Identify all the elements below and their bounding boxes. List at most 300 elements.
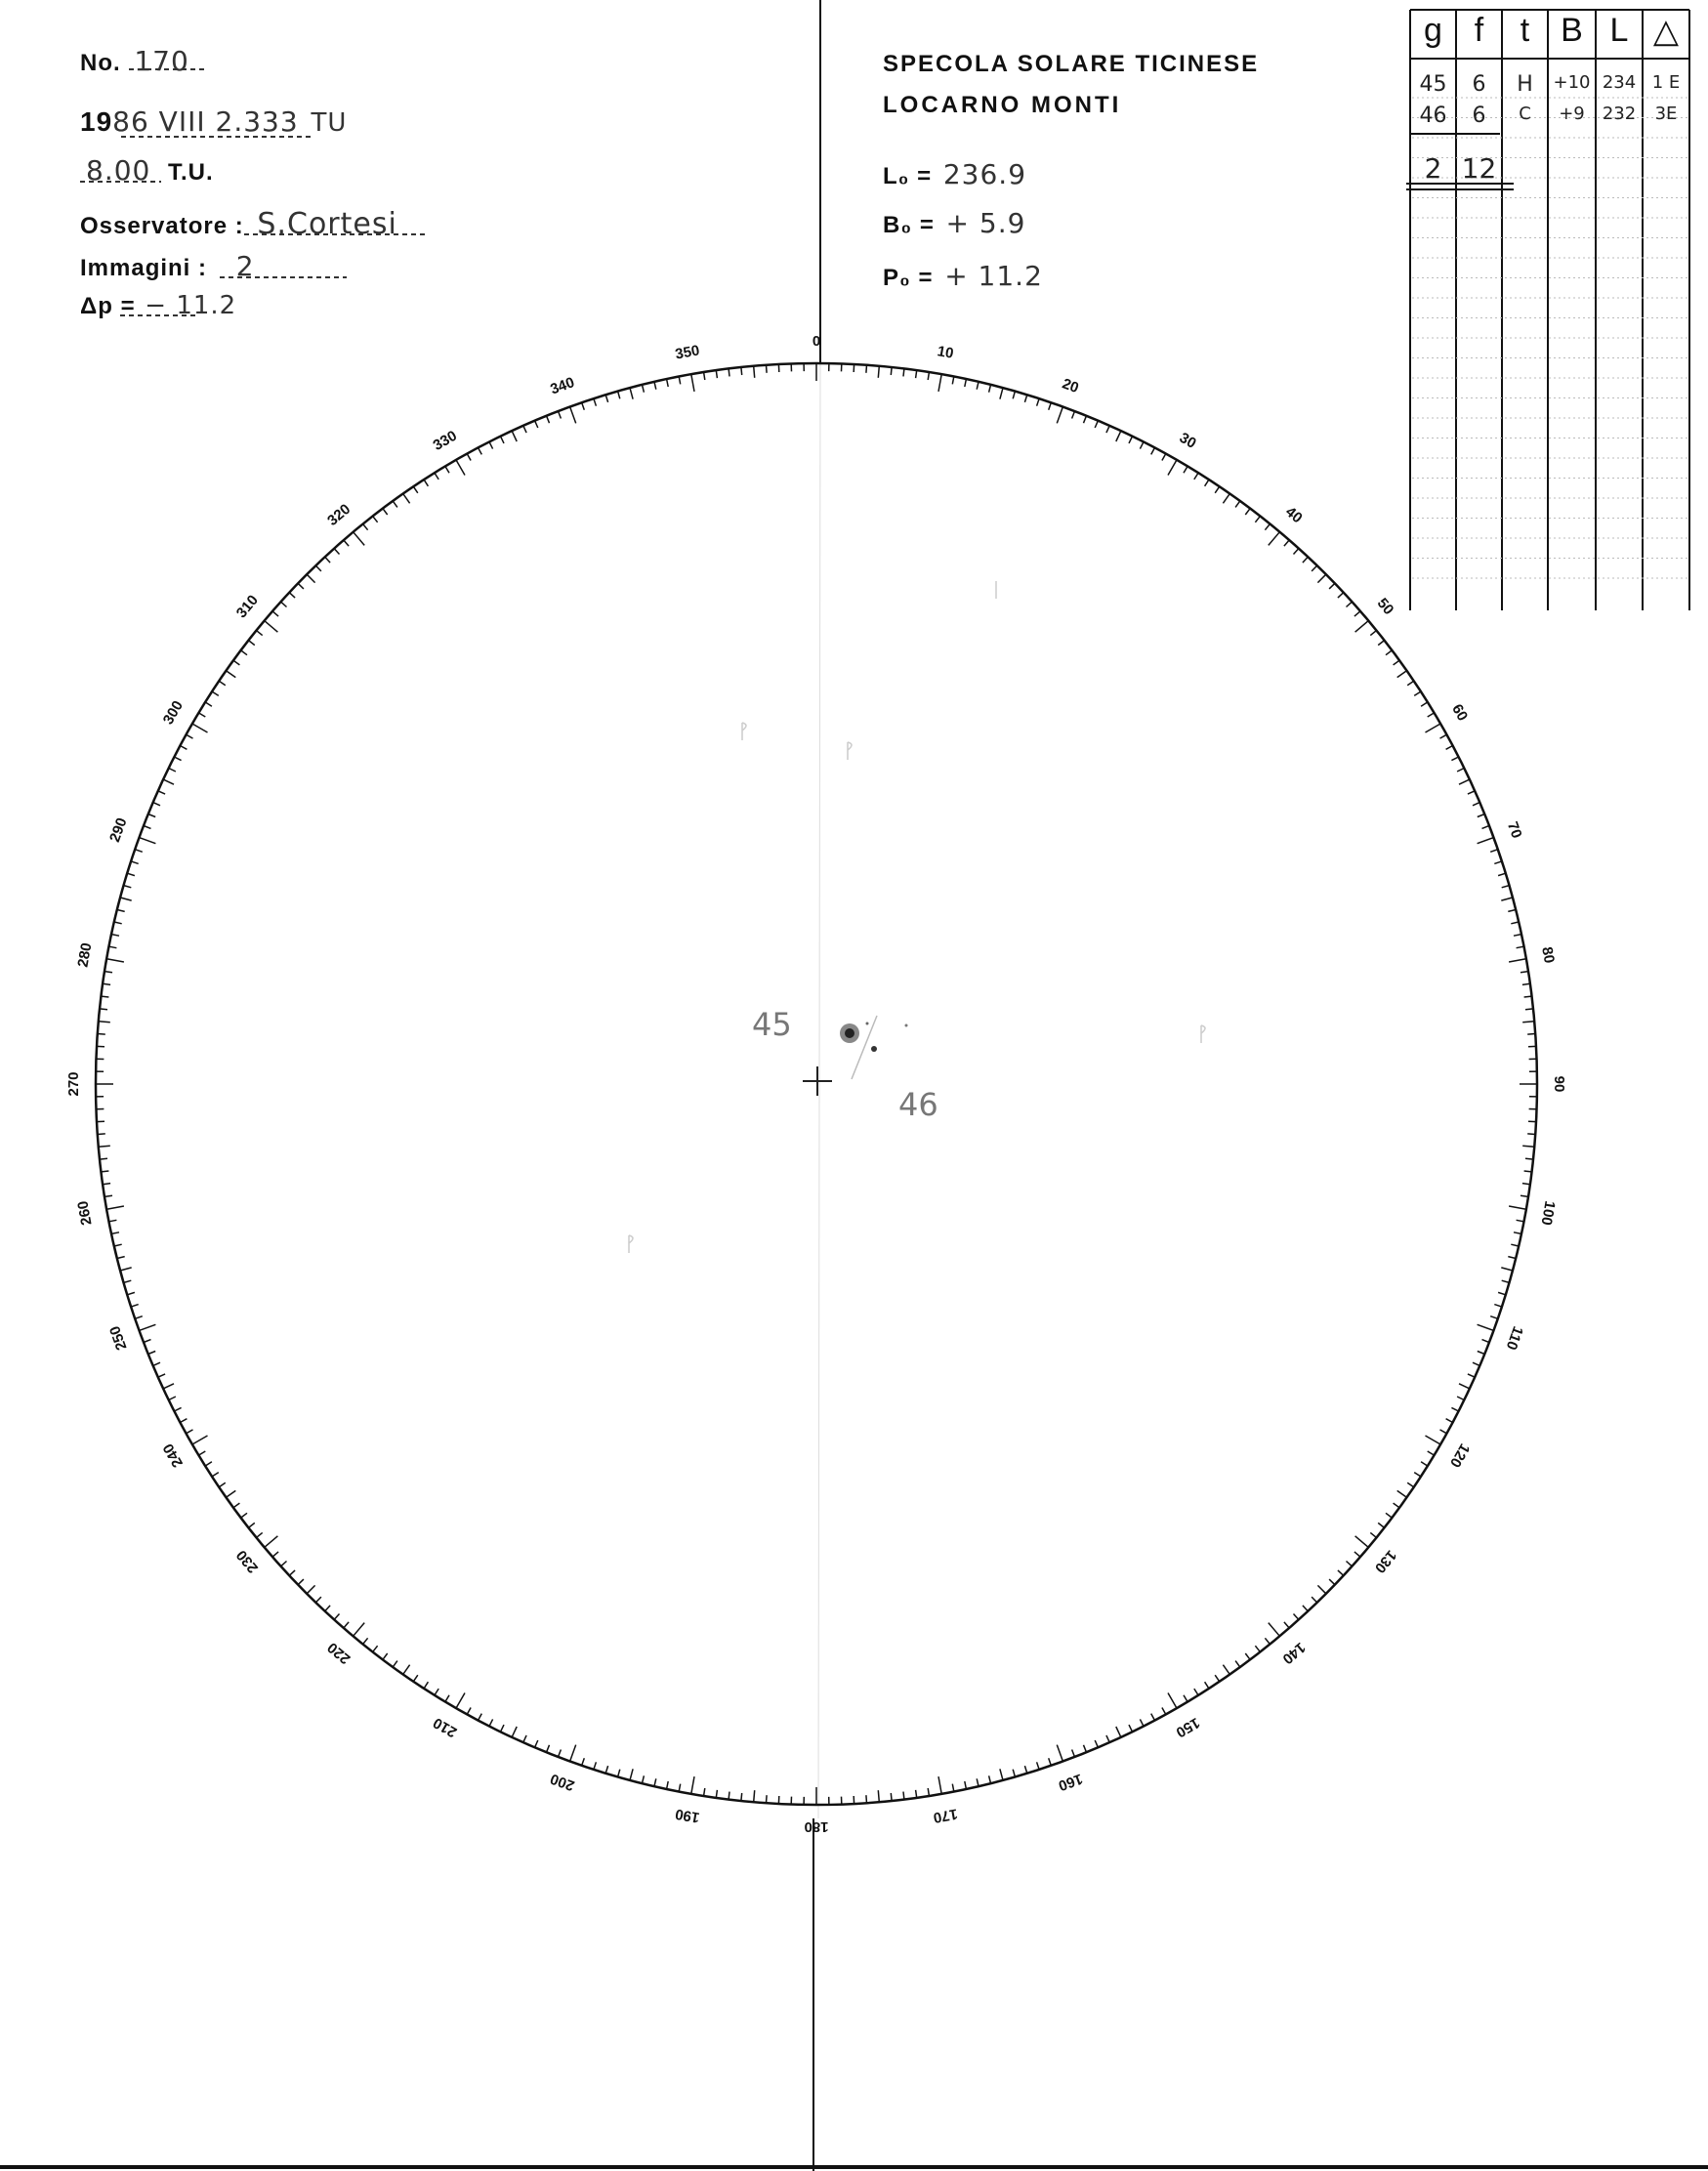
degree-tick — [878, 1790, 879, 1802]
degree-tick — [1329, 1579, 1335, 1585]
table-header-delta: △ — [1652, 13, 1680, 50]
degree-tick — [1129, 1725, 1133, 1732]
number-label: No. — [80, 50, 121, 76]
degree-tick — [938, 1776, 941, 1794]
degree-label: 200 — [548, 1770, 577, 1794]
degree-tick — [1478, 1324, 1494, 1330]
degree-tick — [233, 660, 240, 665]
degree-label: 240 — [159, 1440, 187, 1471]
degree-tick — [1451, 1407, 1458, 1411]
degree-tick — [192, 724, 208, 732]
degree-label: 180 — [804, 1818, 829, 1836]
degree-tick — [248, 641, 254, 646]
degree-tick — [424, 480, 428, 486]
degree-tick — [98, 1134, 105, 1135]
L0-label: L₀ = — [883, 163, 933, 189]
degree-tick — [307, 574, 314, 582]
degree-tick — [891, 367, 892, 375]
degree-tick — [117, 1257, 125, 1259]
degree-tick — [131, 861, 139, 864]
degree-tick — [643, 385, 645, 393]
degree-tick — [1509, 959, 1526, 962]
degree-tick — [393, 1661, 397, 1668]
degree-tick — [467, 1708, 471, 1715]
degree-tick — [344, 1622, 349, 1628]
degree-tick — [1501, 1268, 1513, 1271]
degree-tick — [1446, 746, 1453, 750]
degree-tick — [104, 1195, 112, 1196]
degree-tick — [916, 1790, 917, 1798]
degree-tick — [1511, 1244, 1519, 1246]
group-label-46: 46 — [898, 1086, 938, 1123]
degree-tick — [1514, 1232, 1521, 1234]
degree-tick — [373, 516, 378, 522]
degree-tick — [187, 1430, 193, 1434]
degree-tick — [1501, 898, 1513, 900]
degree-label: 350 — [674, 342, 701, 363]
degree-tick — [1255, 1646, 1260, 1651]
degree-tick — [582, 402, 585, 410]
degree-tick — [512, 1727, 517, 1737]
degree-tick — [99, 1022, 110, 1023]
degree-tick — [977, 382, 979, 390]
degree-tick — [241, 1513, 247, 1518]
degree-tick — [212, 691, 219, 695]
degree-label: 210 — [430, 1714, 460, 1741]
degree-tick — [117, 910, 125, 912]
degree-tick — [1468, 791, 1475, 794]
degree-tick — [1514, 935, 1521, 937]
degree-tick — [103, 983, 110, 984]
degree-tick — [1223, 1665, 1229, 1675]
P0-label: P₀ = — [883, 265, 934, 291]
degree-tick — [679, 377, 681, 385]
degree-tick — [741, 1793, 742, 1801]
degree-tick — [124, 886, 132, 888]
degree-tick — [1338, 1570, 1344, 1575]
degree-tick — [1517, 946, 1524, 948]
time-value: 8.00 — [86, 154, 151, 187]
degree-label: 30 — [1176, 429, 1199, 452]
degree-tick — [169, 1397, 176, 1400]
B0-value: + 5.9 — [945, 207, 1026, 239]
row2-L: 232 — [1602, 104, 1637, 124]
degree-tick — [1162, 1708, 1166, 1715]
degree-tick — [1524, 1171, 1532, 1172]
degree-label: 0 — [812, 332, 821, 350]
degree-tick — [1508, 1257, 1516, 1259]
degree-tick — [104, 972, 112, 973]
degree-tick — [1072, 411, 1075, 419]
degree-tick — [298, 1579, 304, 1585]
degree-label: 250 — [106, 1323, 131, 1353]
degree-label: 50 — [1373, 595, 1397, 619]
degree-tick — [1478, 838, 1494, 844]
degree-tick — [334, 1614, 339, 1620]
degree-tick — [1394, 660, 1400, 665]
degree-tick — [363, 524, 368, 530]
degree-tick — [547, 416, 550, 424]
degree-tick — [754, 366, 755, 378]
date-printed: 19 — [80, 106, 113, 137]
degree-tick — [315, 565, 321, 571]
degree-tick — [424, 1682, 428, 1689]
degree-tick — [643, 1775, 645, 1783]
degree-label: 130 — [1371, 1546, 1400, 1576]
degree-tick — [1482, 826, 1490, 829]
degree-tick — [1049, 1758, 1052, 1766]
row1-delta: 1 E — [1651, 72, 1681, 93]
degree-tick — [413, 486, 418, 493]
degree-tick — [456, 460, 465, 476]
degree-tick — [965, 379, 967, 387]
degree-tick — [1498, 1292, 1506, 1294]
degree-label: 120 — [1446, 1440, 1474, 1471]
degree-tick — [1517, 1220, 1524, 1222]
degree-tick — [158, 1374, 165, 1377]
degree-tick — [257, 631, 263, 636]
degree-tick — [1414, 1473, 1421, 1477]
degree-tick — [111, 1232, 119, 1234]
degree-tick — [667, 379, 669, 387]
degree-tick — [1284, 1622, 1289, 1628]
degree-tick — [903, 369, 904, 377]
degree-tick — [135, 850, 143, 853]
degree-tick — [272, 611, 278, 616]
degree-tick — [102, 996, 109, 997]
group-label-45: 45 — [752, 1006, 792, 1043]
degree-tick — [989, 1775, 991, 1783]
degree-tick — [1459, 779, 1470, 784]
degree-tick — [1421, 1462, 1428, 1466]
row2-t: C — [1519, 104, 1531, 124]
row2-g: 46 — [1419, 104, 1447, 128]
degree-tick — [1478, 814, 1485, 817]
degree-tick — [989, 385, 991, 393]
degree-tick — [1355, 621, 1369, 633]
degree-tick — [102, 1171, 109, 1172]
degree-tick — [1215, 486, 1220, 493]
number-field — [80, 45, 189, 77]
degree-tick — [1502, 1280, 1510, 1282]
degree-tick — [654, 1778, 656, 1786]
degree-tick — [1459, 1384, 1470, 1389]
degree-tick — [704, 372, 705, 380]
degree-tick — [1024, 395, 1026, 402]
degree-tick — [445, 1695, 449, 1702]
images-label: Immagini : — [80, 255, 208, 281]
degree-tick — [1000, 388, 1003, 399]
degree-tick — [127, 873, 135, 875]
degree-tick — [716, 370, 717, 378]
degree-tick — [1370, 1532, 1376, 1537]
degree-tick — [148, 814, 156, 817]
degree-tick — [144, 1340, 151, 1343]
row2-B: +9 — [1559, 104, 1585, 124]
degree-tick — [767, 1795, 768, 1803]
degree-tick — [315, 1597, 321, 1603]
degree-tick — [928, 1788, 929, 1796]
degree-tick — [174, 1407, 181, 1411]
date-suffix: TU — [311, 108, 348, 138]
degree-tick — [1522, 1022, 1534, 1023]
degree-tick — [1494, 861, 1502, 864]
degree-tick — [281, 602, 287, 606]
degree-tick — [679, 1784, 681, 1792]
delta-p-label: Δp = — [80, 293, 136, 319]
degree-tick — [109, 946, 117, 948]
degree-tick — [489, 1719, 493, 1726]
degree-tick — [1457, 769, 1464, 772]
delta-p-field — [80, 291, 236, 320]
degree-tick — [1490, 850, 1498, 853]
degree-tick — [403, 494, 410, 504]
degree-tick — [1151, 447, 1155, 454]
degree-tick — [1140, 441, 1144, 448]
degree-label: 220 — [324, 1639, 354, 1668]
degree-label: 150 — [1173, 1714, 1203, 1741]
degree-tick — [187, 734, 193, 738]
degree-tick — [1524, 996, 1532, 997]
degree-tick — [1521, 1195, 1528, 1196]
degree-tick — [1494, 1305, 1502, 1308]
degree-tick — [272, 1552, 278, 1557]
row1-t: H — [1517, 72, 1533, 97]
degree-tick — [594, 1762, 597, 1770]
degree-tick — [1303, 1606, 1308, 1611]
degree-tick — [1521, 972, 1528, 973]
degree-tick — [1294, 1614, 1299, 1620]
degree-label: 230 — [232, 1546, 262, 1576]
degree-tick — [111, 935, 119, 937]
degree-label: 20 — [1060, 375, 1081, 397]
total-groups: 2 — [1424, 152, 1442, 185]
degree-tick — [114, 1244, 122, 1246]
degree-label: 340 — [548, 374, 577, 398]
degree-tick — [903, 1792, 904, 1800]
degree-tick — [1024, 1766, 1026, 1774]
degree-tick — [630, 388, 633, 399]
row1-L: 234 — [1602, 72, 1637, 93]
degree-tick — [965, 1781, 967, 1789]
degree-tick — [363, 1638, 368, 1644]
degree-tick — [403, 1665, 410, 1675]
degree-tick — [265, 621, 278, 633]
degree-tick — [1378, 1523, 1384, 1527]
degree-tick — [1095, 421, 1098, 428]
degree-tick — [891, 1793, 892, 1801]
delta-p-value: − 11.2 — [145, 291, 237, 320]
degree-label: 70 — [1503, 819, 1525, 841]
observatory-location: LOCARNO MONTI — [883, 92, 1122, 118]
degree-tick — [523, 1735, 526, 1742]
row1-g: 45 — [1419, 72, 1447, 97]
degree-tick — [654, 382, 656, 390]
degree-tick — [127, 1292, 135, 1294]
degree-tick — [109, 1220, 117, 1222]
degree-tick — [227, 671, 236, 678]
degree-tick — [878, 366, 879, 378]
degree-tick — [1303, 557, 1308, 563]
row2-delta: 3E — [1654, 104, 1678, 124]
degree-tick — [741, 367, 742, 375]
degree-tick — [456, 1693, 465, 1709]
degree-tick — [219, 681, 226, 686]
degree-tick — [1037, 398, 1040, 406]
degree-tick — [866, 1795, 867, 1803]
degree-tick — [1428, 1451, 1435, 1455]
degree-tick — [1269, 532, 1280, 546]
degree-tick — [354, 532, 365, 546]
crosshair-icon — [803, 1066, 832, 1096]
table-totals — [1410, 152, 1508, 184]
degree-tick — [582, 1758, 585, 1766]
observer-value: S.Cortesi — [257, 207, 397, 241]
degree-label: 330 — [430, 427, 460, 454]
degree-label: 80 — [1538, 945, 1558, 965]
degree-tick — [1338, 593, 1344, 598]
degree-label: 190 — [674, 1805, 701, 1826]
table-header-g: g — [1424, 12, 1442, 49]
degree-tick — [952, 377, 954, 385]
degree-tick — [618, 1770, 620, 1777]
degree-tick — [354, 1623, 365, 1637]
degree-tick — [1168, 460, 1177, 476]
degree-tick — [1451, 757, 1458, 761]
degree-tick — [1184, 466, 1187, 473]
degree-tick — [212, 1473, 219, 1477]
degree-tick — [1347, 1562, 1353, 1566]
table-header-B: B — [1561, 12, 1583, 49]
degree-tick — [289, 1570, 295, 1575]
degree-tick — [1355, 1536, 1369, 1548]
time-field — [86, 154, 214, 187]
degree-tick — [916, 370, 917, 378]
degree-tick — [1457, 1397, 1464, 1400]
degree-tick — [131, 1305, 139, 1308]
degree-tick — [1129, 437, 1133, 443]
images-value: 2 — [235, 250, 255, 282]
degree-tick — [667, 1781, 669, 1789]
degree-tick — [1426, 1436, 1441, 1444]
degree-tick — [1269, 1623, 1280, 1637]
degree-tick — [325, 1606, 330, 1611]
degree-label: 100 — [1537, 1199, 1559, 1227]
degree-tick — [1162, 454, 1166, 461]
faint-meridian — [818, 363, 820, 1818]
degree-tick — [1525, 1009, 1533, 1010]
degree-tick — [1478, 1352, 1485, 1355]
degree-tick — [1106, 1735, 1109, 1742]
facula-marks — [629, 581, 1205, 1253]
degree-label: 40 — [1281, 503, 1306, 527]
degree-label: 90 — [1551, 1075, 1568, 1093]
degree-tick — [1386, 650, 1392, 655]
degree-tick — [1223, 494, 1229, 504]
degree-tick — [1329, 583, 1335, 589]
degree-tick — [570, 407, 576, 424]
degree-tick — [135, 1316, 143, 1319]
degree-tick — [1057, 1745, 1062, 1762]
degree-tick — [501, 437, 505, 443]
degree-tick — [281, 1562, 287, 1566]
degree-tick — [1482, 1340, 1490, 1343]
degree-tick — [691, 374, 694, 392]
degree-tick — [1446, 1419, 1453, 1423]
degree-tick — [192, 1436, 208, 1444]
degree-tick — [1511, 922, 1519, 924]
degree-tick — [435, 473, 438, 480]
degree-tick — [1347, 602, 1353, 606]
degree-tick — [523, 426, 526, 433]
degree-tick — [1215, 1675, 1220, 1682]
degree-tick — [1235, 1661, 1240, 1668]
degree-tick — [1440, 734, 1447, 738]
degree-tick — [383, 1653, 388, 1659]
degree-tick — [489, 441, 493, 448]
degree-tick — [1116, 431, 1121, 441]
degree-tick — [1473, 1362, 1479, 1365]
B0-label: B₀ = — [883, 212, 935, 238]
degree-tick — [1522, 983, 1530, 984]
degree-tick — [1084, 416, 1087, 424]
degree-tick — [289, 593, 295, 598]
degree-tick — [120, 898, 132, 900]
degree-tick — [373, 1646, 378, 1651]
degree-tick — [169, 769, 176, 772]
degree-tick — [559, 1750, 562, 1758]
degree-tick — [691, 1776, 694, 1794]
degree-tick — [435, 1689, 438, 1695]
total-spots: 12 — [1461, 152, 1497, 185]
degree-tick — [1151, 1714, 1155, 1721]
degree-tick — [1490, 1316, 1498, 1319]
degree-tick — [140, 838, 156, 844]
degree-tick — [153, 803, 160, 806]
degree-tick — [1509, 1206, 1526, 1209]
degree-tick — [754, 1790, 755, 1802]
observer-label: Osservatore : — [80, 213, 244, 239]
degree-tick — [479, 447, 482, 454]
degree-tick — [630, 1769, 633, 1780]
degree-tick — [344, 540, 349, 546]
degree-tick — [547, 1745, 550, 1753]
degree-tick — [952, 1784, 954, 1792]
number-value: 170 — [134, 45, 189, 77]
P0-value: + 11.2 — [944, 260, 1043, 292]
degree-tick — [512, 431, 517, 441]
degree-tick — [1378, 641, 1384, 646]
degree-tick — [1084, 1745, 1087, 1753]
degree-tick — [1354, 1552, 1360, 1557]
P0-field — [883, 260, 1043, 292]
degree-tick — [1407, 1482, 1414, 1487]
images-field — [80, 250, 255, 282]
degree-tick — [1428, 713, 1435, 717]
degree-tick — [1140, 1719, 1144, 1726]
degree-tick — [227, 1490, 236, 1497]
degree-tick — [1414, 691, 1421, 695]
degree-tick — [257, 1532, 263, 1537]
degree-tick — [1106, 426, 1109, 433]
degree-tick — [704, 1788, 705, 1796]
degree-tick — [1013, 392, 1015, 399]
degree-tick — [1037, 1762, 1040, 1770]
degree-tick — [1397, 1490, 1407, 1497]
degree-tick — [1312, 1597, 1317, 1603]
degree-tick — [1317, 574, 1325, 582]
degree-tick — [307, 1585, 314, 1593]
